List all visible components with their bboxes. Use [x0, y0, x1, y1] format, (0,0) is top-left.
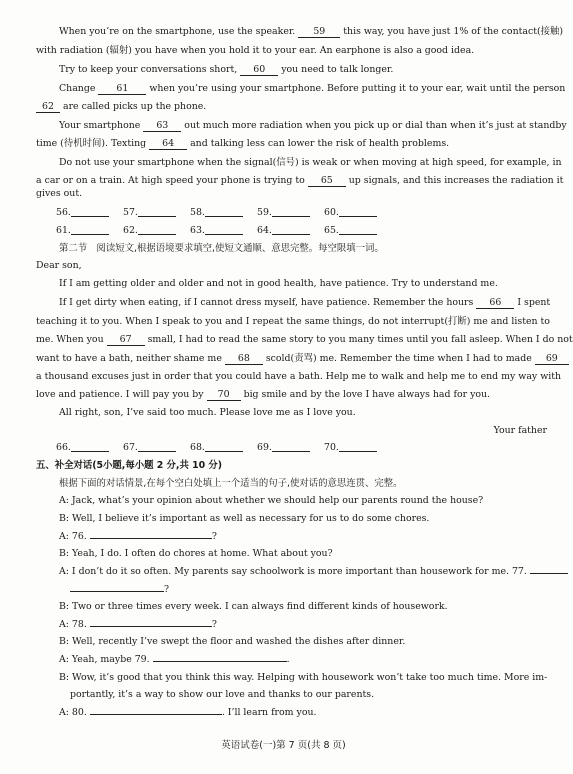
blank-67[interactable]: 67 [107, 334, 145, 346]
answer-blank[interactable]: 60. [324, 206, 391, 219]
blank-69[interactable]: 69 [535, 353, 569, 365]
letter-line-3: teaching it to you. When I speak to you and I repeat the same things, do not interrupt(打断) me and listen to [36, 316, 550, 327]
letter-line-1: If I am getting older and older and not in good health, have patience. Try to understand me. [59, 278, 498, 289]
section2-title: 第二节 阅读短文,根据语境要求填空,使短文通顺、意思完整。每空限填一词。 [59, 243, 384, 254]
blank-61[interactable]: 61 [98, 83, 146, 95]
answer-blank[interactable]: 65. [324, 224, 391, 237]
dialogue-line-77: A: I don’t do it so often. My parents say schoolwork is more important than housework for me. 77. [59, 565, 547, 578]
letter-line-8: All right, son, I’ve said too much. Please love me as I love you. [59, 407, 356, 418]
answer-blank[interactable]: 59. [257, 206, 324, 219]
blank-62[interactable]: 62 [36, 101, 60, 113]
letter-greeting: Dear son, [36, 260, 82, 271]
blank-78[interactable] [90, 626, 212, 627]
passage1-line-5: 62 are called picks up the phone. [36, 100, 547, 113]
blank-64[interactable]: 64 [149, 138, 187, 150]
answer-blank[interactable]: 70. [324, 441, 391, 454]
section5-title: 五、补全对话(5小题,每小题 2 分,共 10 分) [36, 460, 223, 471]
answer-blank[interactable]: 66. [56, 441, 123, 454]
passage1-line-8: Do not use your smartphone when the signal(信号) is weak or when moving at high speed, for example, in [59, 157, 562, 168]
answer-blank[interactable]: 58. [190, 206, 257, 219]
blank-70[interactable]: 70 [207, 389, 241, 401]
section5-instructions: 根据下面的对话情景,在每个空白处填上一个适当的句子,使对话的意思连贯、完整。 [59, 478, 403, 489]
dialogue-line-8: B: Well, recently I’ve swept the floor and washed the dishes after dinner. [59, 636, 406, 647]
passage1-line-1: When you’re on the smartphone, use the speaker. 59 this way, you have just 1% of the contact(接触) [59, 26, 564, 37]
dialogue-line-6: B: Two or three times every week. I can always find different kinds of housework. [59, 601, 448, 612]
answer-row-56-60 [56, 206, 391, 219]
dialogue-line-10: B: Wow, it’s good that you think this way. Helping with housework won’t take too much time. More im- [59, 672, 548, 683]
blank-65[interactable]: 65 [308, 175, 346, 187]
answer-blank[interactable]: 67. [123, 441, 190, 454]
blank-80[interactable] [90, 714, 222, 715]
answer-row-66-70 [56, 441, 391, 454]
blank-77a[interactable] [530, 573, 568, 574]
answer-blank[interactable]: 69. [257, 441, 324, 454]
answer-blank[interactable]: 68. [190, 441, 257, 454]
dialogue-line-77b: ? [70, 583, 547, 596]
letter-line-4: me. When you 67 small, I had to read the same story to you many times until you fall asleep. When I do not [36, 334, 573, 345]
passage1-line-6: Your smartphone 63 out much more radiation when you pick up or dial than when it’s just at standby [59, 120, 567, 131]
answer-blank[interactable]: 56. [56, 206, 123, 219]
passage1-line-4: Change 61 when you’re using your smartphone. Before putting it to your ear, wait until the person [59, 83, 566, 94]
dialogue-line-78: A: 78. ? [59, 619, 217, 630]
blank-59[interactable]: 59 [298, 26, 340, 38]
answer-blank[interactable]: 63. [190, 224, 257, 237]
answer-blank[interactable]: 61. [56, 224, 123, 237]
answer-blank[interactable]: 64. [257, 224, 324, 237]
blank-76[interactable] [90, 538, 212, 539]
dialogue-line-4: B: Yeah, I do. I often do chores at home. What about you? [59, 548, 333, 559]
passage1-line-9: a car or on a train. At high speed your phone is trying to 65 up signals, and this increases the radiation it [36, 175, 564, 186]
blank-60[interactable]: 60 [240, 64, 278, 76]
blank-77b[interactable] [70, 591, 164, 592]
dialogue-line-2: B: Well, I believe it’s important as well as necessary for us to do some chores. [59, 513, 430, 524]
blank-68[interactable]: 68 [225, 353, 263, 365]
dialogue-line-10b: portantly, it’s a way to show our love and thanks to our parents. [70, 689, 375, 700]
dialogue-line-76: A: 76. ? [59, 531, 217, 542]
passage1-line-7: time (待机时间). Texting 64 and talking less can lower the risk of health problems. [36, 138, 450, 149]
answer-row-61-65 [56, 224, 391, 237]
page-footer: 英语试卷(一)第 7 页(共 8 页) [221, 740, 346, 751]
answer-blank[interactable]: 57. [123, 206, 190, 219]
letter-line-7: love and patience. I will pay you by 70 big smile and by the love I have always had for you. [36, 389, 491, 400]
dialogue-line-79: A: Yeah, maybe 79. . [59, 654, 290, 665]
passage1-line-3: Try to keep your conversations short, 60 you need to talk longer. [59, 64, 394, 75]
letter-line-5: want to have a bath, neither shame me 68 scold(责骂) me. Remember the time when I had to made 69 [36, 352, 547, 365]
dialogue-line-80: A: 80. . I’ll learn from you. [59, 707, 317, 718]
blank-63[interactable]: 63 [143, 120, 181, 132]
letter-line-6: a thousand excuses just in order that you could have a bath. Help me to walk and help me to end my way with [36, 371, 562, 382]
dialogue-line-1: A: Jack, what’s your opinion about whether we should help our parents round the house? [59, 495, 484, 506]
passage1-line-10: gives out. [36, 188, 83, 199]
letter-signature: Your father [493, 425, 547, 436]
blank-79[interactable] [153, 661, 287, 662]
passage1-line-2: with radiation (辐射) you have when you hold it to your ear. An earphone is also a good idea. [36, 45, 475, 56]
blank-66[interactable]: 66 [476, 297, 514, 309]
answer-blank[interactable]: 62. [123, 224, 190, 237]
letter-line-2: If I get dirty when eating, if I cannot dress myself, have patience. Remember the hours 66 I spent [59, 297, 551, 308]
